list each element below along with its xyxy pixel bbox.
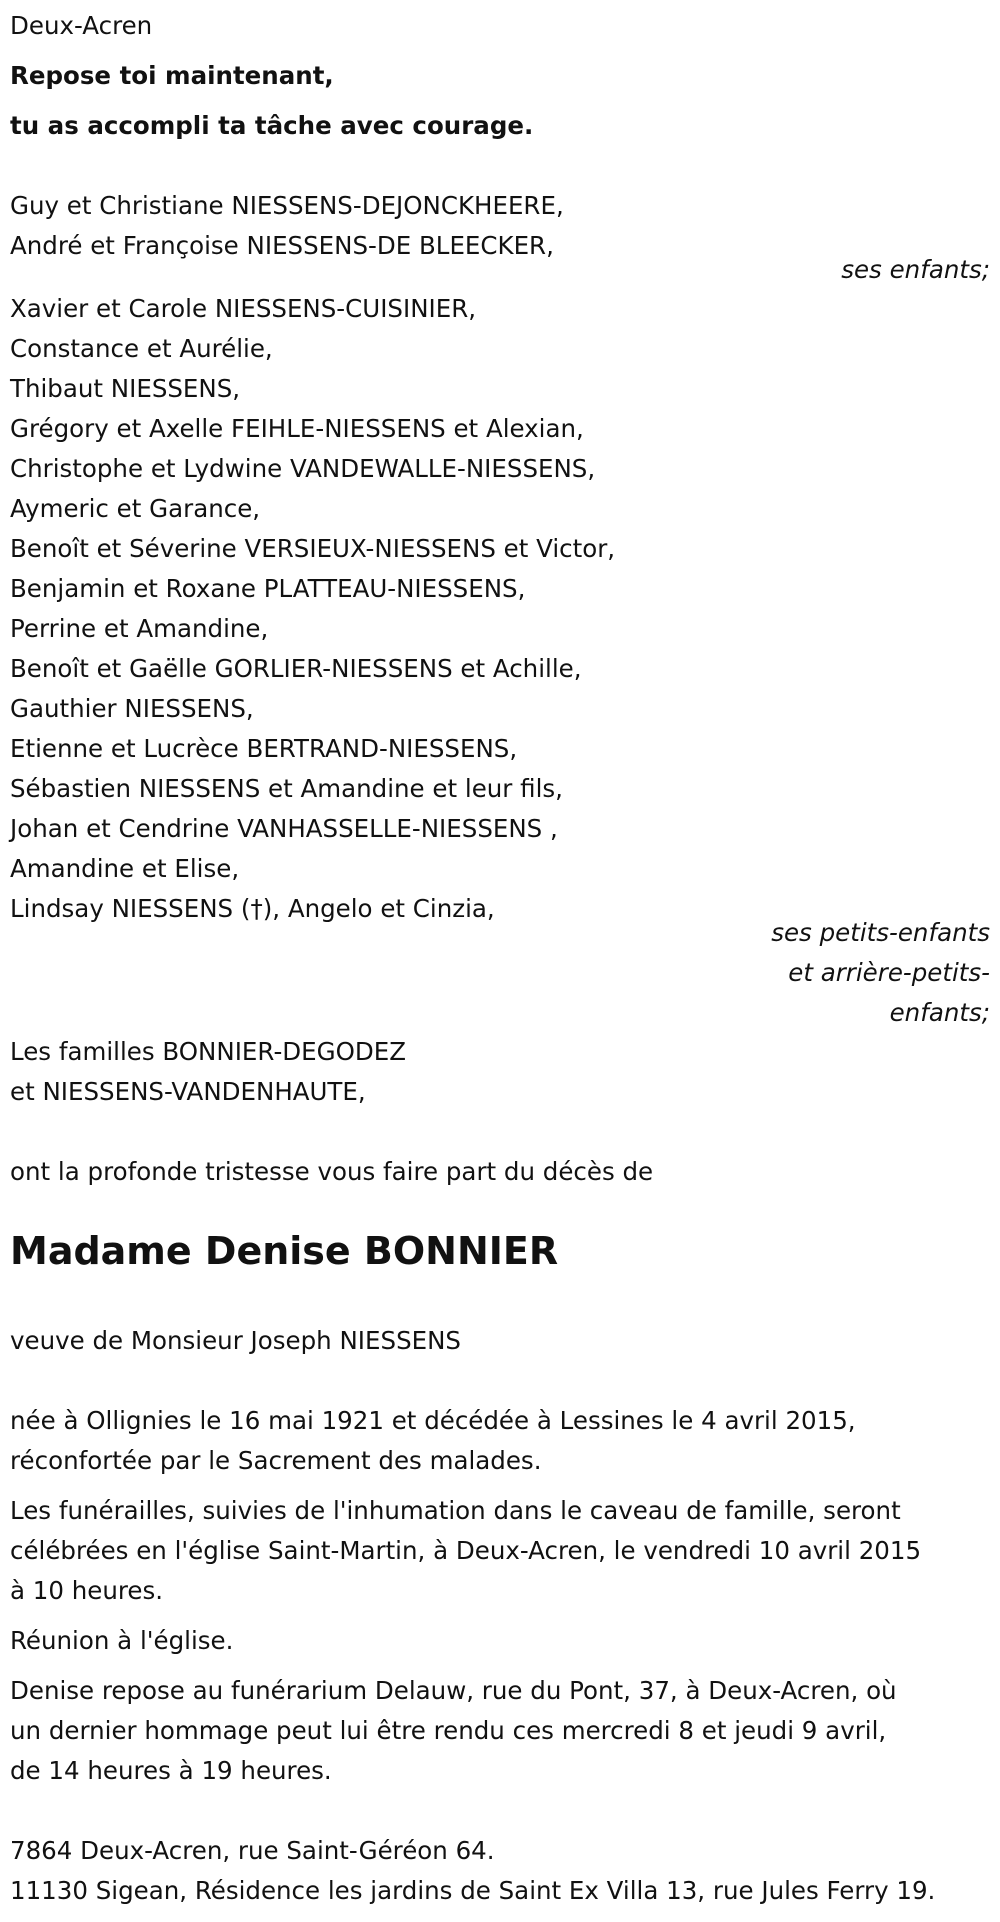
address-line: 7864 Deux-Acren, rue Saint-Géréon 64. [10, 1836, 495, 1865]
child-line: Guy et Christiane NIESSENS-DEJONCKHEERE, [10, 191, 564, 220]
grandchild-line: Benjamin et Roxane PLATTEAU-NIESSENS, [10, 574, 526, 603]
deceased-name: Madame Denise BONNIER [10, 1229, 559, 1273]
grandchild-line: Sébastien NIESSENS et Amandine et leur fils, [10, 774, 563, 803]
verse-line-1: Repose toi maintenant, [10, 61, 334, 90]
grandchild-line: Aymeric et Garance, [10, 494, 261, 523]
grandchild-line: Grégory et Axelle FEIHLE-NIESSENS et Alexian, [10, 414, 584, 443]
visitation-line: de 14 heures à 19 heures. [10, 1756, 332, 1785]
address-line: 11130 Sigean, Résidence les jardins de Saint Ex Villa 13, rue Jules Ferry 19. [10, 1876, 936, 1905]
families-line: et NIESSENS-VANDENHAUTE, [10, 1077, 366, 1106]
children-label: ses enfants; [841, 255, 990, 284]
visitation-line: Denise repose au funérarium Delauw, rue du Pont, 37, à Deux-Acren, où [10, 1676, 897, 1705]
grandchildren-label-line: enfants; [889, 998, 990, 1027]
grandchild-line: Benoît et Gaëlle GORLIER-NIESSENS et Achille, [10, 654, 582, 683]
visitation-line: un dernier hommage peut lui être rendu ces mercredi 8 et jeudi 9 avril, [10, 1716, 887, 1745]
child-line: André et Françoise NIESSENS-DE BLEECKER, [10, 231, 554, 260]
birth-death-line: réconfortée par le Sacrement des malades. [10, 1446, 542, 1475]
gathering-text: Réunion à l'église. [10, 1626, 234, 1655]
grandchild-line: Christophe et Lydwine VANDEWALLE-NIESSENS, [10, 454, 596, 483]
funeral-line: célébrées en l'église Saint-Martin, à Deux-Acren, le vendredi 10 avril 2015 [10, 1536, 922, 1565]
grandchild-line: Etienne et Lucrèce BERTRAND-NIESSENS, [10, 734, 518, 763]
grandchildren-label-line: ses petits-enfants [771, 918, 990, 947]
grandchild-line: Perrine et Amandine, [10, 614, 269, 643]
grandchild-line: Xavier et Carole NIESSENS-CUISINIER, [10, 294, 477, 323]
location-header: Deux-Acren [10, 11, 153, 40]
grandchild-line: Thibaut NIESSENS, [10, 374, 241, 403]
grandchild-line: Lindsay NIESSENS (†), Angelo et Cinzia, [10, 894, 495, 923]
birth-death-line: née à Ollignies le 16 mai 1921 et décédée à Lessines le 4 avril 2015, [10, 1406, 856, 1435]
grandchild-line: Benoît et Séverine VERSIEUX-NIESSENS et Victor, [10, 534, 616, 563]
widow-of-text: veuve de Monsieur Joseph NIESSENS [10, 1326, 461, 1355]
grandchild-line: Amandine et Elise, [10, 854, 240, 883]
grandchild-line: Constance et Aurélie, [10, 334, 273, 363]
grandchild-line: Johan et Cendrine VANHASSELLE-NIESSENS , [10, 814, 558, 843]
verse-line-2: tu as accompli ta tâche avec courage. [10, 111, 534, 140]
grandchildren-label-line: et arrière-petits- [788, 958, 990, 987]
funeral-line: à 10 heures. [10, 1576, 164, 1605]
families-line: Les familles BONNIER-DEGODEZ [10, 1037, 407, 1066]
announcement-text: ont la profonde tristesse vous faire part du décès de [10, 1157, 654, 1186]
grandchild-line: Gauthier NIESSENS, [10, 694, 254, 723]
funeral-line: Les funérailles, suivies de l'inhumation dans le caveau de famille, seront [10, 1496, 901, 1525]
